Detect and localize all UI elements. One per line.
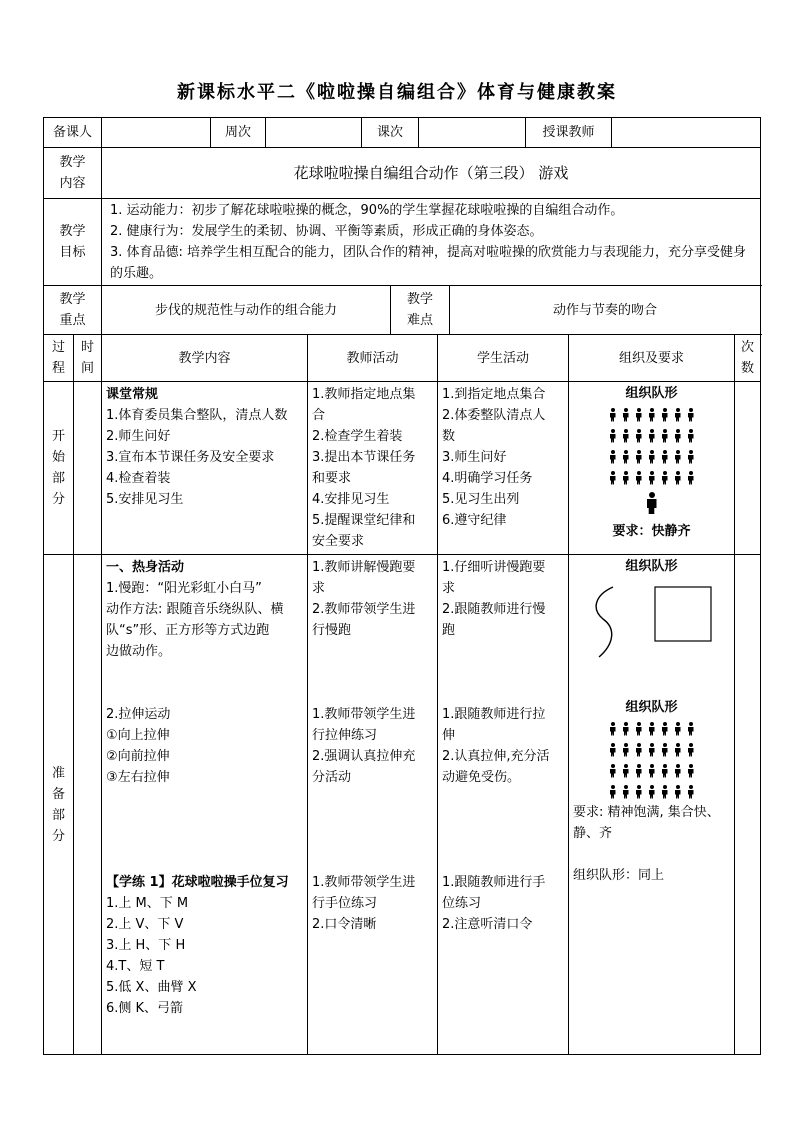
- lesson-value: [419, 118, 526, 147]
- student-figure-icon: [622, 408, 630, 422]
- student-figure-icon: [609, 429, 617, 443]
- teacher-figure-icon: [646, 492, 658, 514]
- student-figure-icon: [661, 722, 669, 736]
- s-shape-path: [596, 587, 613, 657]
- difficulty-text: 动作与节奏的吻合: [553, 302, 658, 318]
- start-teacher-activity: 1.教师指定地点集 合 2.检查学生着装 3.提出本节课任务 和要求 4.安排见习生 5.提醒课堂纪律和 安全要求: [308, 382, 438, 555]
- formation-row: [573, 739, 730, 760]
- student-figure-icon: [609, 785, 617, 799]
- difficulty-label: 教学 难点: [391, 286, 450, 334]
- student-figure-icon: [687, 408, 695, 422]
- prep-count: [735, 555, 761, 1055]
- col-process: 过 程: [44, 335, 74, 382]
- prep-section-row: [44, 555, 761, 1055]
- formation-row: [573, 446, 730, 467]
- student-figure-icon: [687, 471, 695, 485]
- prep-time: [74, 555, 102, 1055]
- week-label: 周次: [211, 118, 266, 147]
- page-title: 新课标水平二《啦啦操自编组合》体育与健康教案: [177, 82, 617, 103]
- objective-item: 2. 健康行为：发展学生的柔韧、协调、平衡等素质，形成正确的身体姿态。: [110, 224, 543, 239]
- student-figure-icon: [661, 429, 669, 443]
- student-figure-icon: [622, 722, 630, 736]
- start-organization: 组织队形 要求：快静齐: [569, 382, 735, 555]
- formation-grid: [573, 404, 730, 488]
- student-figure-icon: [609, 743, 617, 757]
- key-text: 步伐的规范性与动作的组合能力: [102, 286, 391, 334]
- objectives-row: [44, 199, 761, 286]
- student-figure-icon: [648, 743, 656, 757]
- week-value: [266, 118, 362, 147]
- warmup-path-diagram: [573, 577, 731, 677]
- start-count: [735, 382, 761, 555]
- start-content: 课堂常规 1.体育委员集合整队，清点人数 2.师生问好 3.宣布本节课任务及安全要求 4.检查着装 5.安排见习生: [102, 382, 308, 555]
- student-figure-icon: [609, 722, 617, 736]
- formation-row: [573, 425, 730, 446]
- prep-student-activity: 1.仔细听讲慢跑要 求 2.跟随教师进行慢 跑 1.跟随教师进行拉 伸 2.认真拉伸,充分活 动避免受伤。 1.跟随教师进行手 位练习 2.注意听清口令: [438, 555, 569, 1055]
- student-figure-icon: [661, 743, 669, 757]
- content-label: 教学 内容: [44, 148, 102, 199]
- student-figure-icon: [661, 471, 669, 485]
- student-figure-icon: [687, 785, 695, 799]
- col-teacher: 教师活动: [308, 335, 438, 382]
- start-phase-label: 开 始 部 分: [44, 382, 74, 555]
- prep-phase-label: 准 备 部 分: [44, 555, 74, 1055]
- col-count: 次 数: [735, 335, 761, 382]
- student-figure-icon: [609, 450, 617, 464]
- student-figure-icon: [622, 743, 630, 757]
- square-path: [655, 587, 711, 641]
- student-figure-icon: [648, 429, 656, 443]
- lesson-label: 课次: [362, 118, 419, 147]
- student-figure-icon: [635, 408, 643, 422]
- student-figure-icon: [635, 785, 643, 799]
- student-figure-icon: [635, 764, 643, 778]
- student-figure-icon: [674, 429, 682, 443]
- student-figure-icon: [622, 471, 630, 485]
- objective-item: 1. 运动能力：初步了解花球啦啦操的概念，90%的学生掌握花球啦啦操的自编组合动作。: [110, 203, 624, 218]
- teacher-label: 授课教师: [526, 118, 612, 147]
- formation-row: [573, 781, 730, 802]
- col-student: 学生活动: [438, 335, 569, 382]
- student-figure-icon: [609, 764, 617, 778]
- teacher-value: [612, 118, 760, 147]
- warmup-diagram: [573, 577, 730, 677]
- content-row: [44, 148, 761, 199]
- student-figure-icon: [687, 429, 695, 443]
- start-section-row: [44, 382, 761, 555]
- student-figure-icon: [661, 408, 669, 422]
- student-figure-icon: [674, 764, 682, 778]
- student-figure-icon: [635, 743, 643, 757]
- preparer-label: 备课人: [44, 118, 102, 147]
- start-student-activity: 1.到指定地点集合 2.体委整队清点人 数 3.师生问好 4.明确学习任务 5.见习生出列 6.遵守纪律: [438, 382, 569, 555]
- student-figure-icon: [635, 471, 643, 485]
- prep-content: 一、热身活动 1.慢跑：“阳光彩虹小白马” 动作方法: 跟随音乐绕纵队、横 队“s”形、正方形等方式边跑 边做动作。 2.拉伸运动 ①向上拉伸 ②向前拉伸 ③左右拉伸 【学练 1】花球啦啦操手位复习 1.上 M、下 M 2.上 V、下 V 3.上 H、下 H 4.T、短 T 5.低 X、曲臂 X 6.侧 K、弓箭: [102, 555, 308, 1055]
- student-figure-icon: [648, 408, 656, 422]
- formation-grid: [573, 718, 730, 802]
- student-figure-icon: [609, 471, 617, 485]
- objective-item: 3. 体育品德: 培养学生相互配合的能力，团队合作的精神，提高对啦啦操的欣赏能力与表现能力，充分享受健身的乐趣。: [110, 245, 747, 281]
- col-content: 教学内容: [102, 335, 308, 382]
- student-figure-icon: [635, 450, 643, 464]
- student-figure-icon: [622, 429, 630, 443]
- student-figure-icon: [648, 450, 656, 464]
- student-figure-icon: [622, 785, 630, 799]
- preparer-value: [102, 118, 211, 147]
- student-figure-icon: [674, 471, 682, 485]
- focus-row: [44, 286, 761, 335]
- student-figure-icon: [687, 743, 695, 757]
- student-figure-icon: [648, 471, 656, 485]
- formation-row: [573, 718, 730, 739]
- formation-row: [573, 467, 730, 488]
- student-figure-icon: [687, 450, 695, 464]
- col-org: 组织及要求: [569, 335, 735, 382]
- column-header-row: [44, 335, 761, 382]
- header-row: [44, 118, 761, 148]
- prep-organization: 组织队形 组织队形 要求: 精神饱满, 集合快、 静、齐 组织队形：同上: [569, 555, 735, 1055]
- lesson-plan-table: [43, 117, 761, 1055]
- student-figure-icon: [648, 722, 656, 736]
- student-figure-icon: [635, 429, 643, 443]
- start-time: [74, 382, 102, 555]
- student-figure-icon: [635, 722, 643, 736]
- formation-row: [573, 404, 730, 425]
- student-figure-icon: [622, 450, 630, 464]
- student-figure-icon: [648, 764, 656, 778]
- student-figure-icon: [648, 785, 656, 799]
- content-text: 花球啦啦操自编组合动作（第三段） 游戏: [102, 148, 761, 199]
- key-label: 教学 重点: [44, 286, 102, 335]
- student-figure-icon: [674, 722, 682, 736]
- student-figure-icon: [661, 764, 669, 778]
- student-figure-icon: [674, 785, 682, 799]
- formation-row: [573, 760, 730, 781]
- student-figure-icon: [661, 785, 669, 799]
- student-figure-icon: [609, 408, 617, 422]
- student-figure-icon: [674, 450, 682, 464]
- student-figure-icon: [622, 764, 630, 778]
- student-figure-icon: [687, 722, 695, 736]
- student-figure-icon: [674, 743, 682, 757]
- col-time: 时 间: [74, 335, 102, 382]
- objectives-label: 教学 目标: [44, 199, 102, 286]
- prep-teacher-activity: 1.教师讲解慢跑要 求 2.教师带领学生进 行慢跑 1.教师带领学生进 行拉伸练习 2.强调认真拉伸充 分活动 1.教师带领学生进 行手位练习 2.口令清晰: [308, 555, 438, 1055]
- student-figure-icon: [687, 764, 695, 778]
- student-figure-icon: [661, 450, 669, 464]
- objectives-list: [102, 199, 761, 286]
- student-figure-icon: [674, 408, 682, 422]
